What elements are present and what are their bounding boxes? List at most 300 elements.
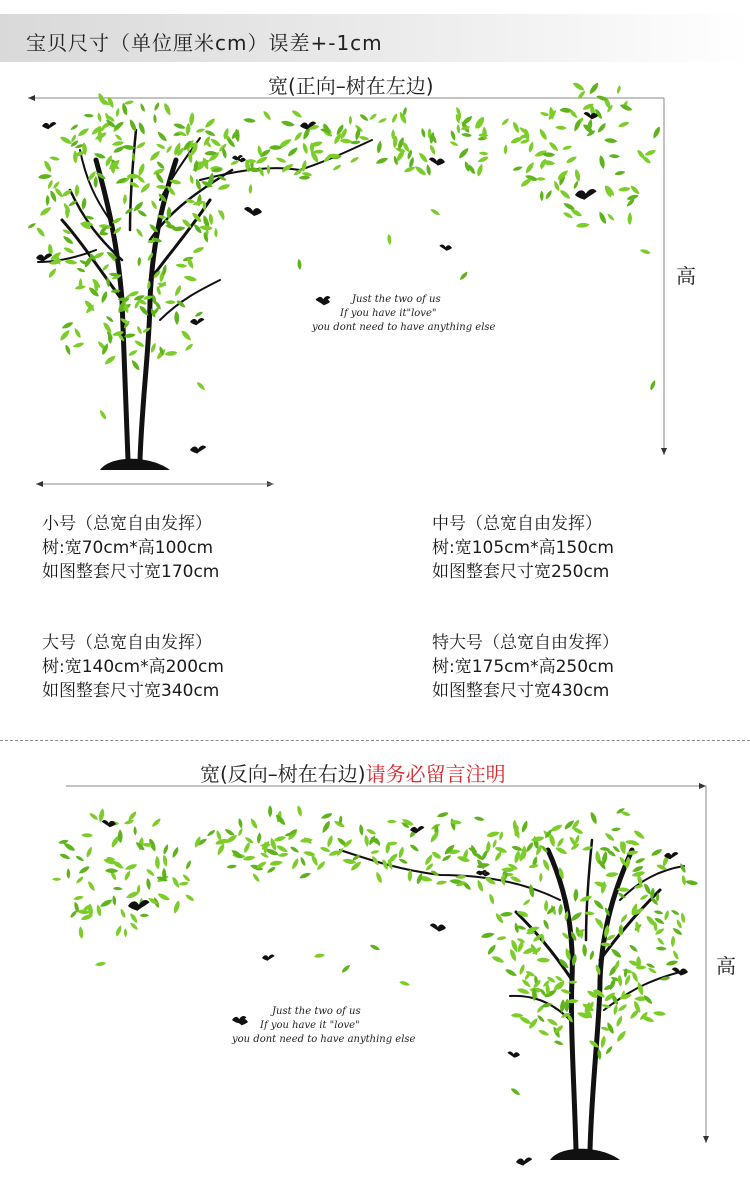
- leaf-shape: [375, 156, 389, 165]
- leaf-shape: [540, 191, 544, 201]
- leaf-shape: [39, 205, 53, 217]
- leaf-shape: [47, 179, 54, 189]
- leaf-shape: [155, 160, 165, 170]
- leaf-shape: [87, 880, 97, 892]
- leaf-shape: [536, 1014, 545, 1023]
- leaf-shape: [364, 835, 370, 848]
- leaf-shape: [155, 143, 166, 150]
- leaf-shape: [171, 846, 180, 859]
- size-name: 特大号（总宽自由发挥）: [432, 633, 619, 653]
- tree-reverse-ground: [550, 1149, 620, 1160]
- leaf-shape: [596, 122, 607, 134]
- leaf-shape: [644, 149, 657, 158]
- leaf-shape: [605, 871, 619, 878]
- leaf-shape: [540, 111, 550, 116]
- leaf-shape: [486, 830, 501, 838]
- leaf-shape: [81, 833, 93, 837]
- leaf-shape: [555, 846, 569, 856]
- leaf-shape: [349, 116, 352, 125]
- leaf-shape: [511, 845, 523, 852]
- leaf-shape: [165, 300, 176, 304]
- size-set: 如图整套尺寸宽170cm: [42, 562, 220, 582]
- leaf-shape: [180, 329, 193, 342]
- leaf-shape: [296, 805, 303, 817]
- bird-shape: [102, 820, 116, 827]
- leaf-shape: [600, 1035, 607, 1048]
- leaf-shape: [656, 937, 665, 946]
- leaf-shape: [538, 128, 549, 141]
- leaf-shape: [517, 987, 531, 995]
- leaf-shape: [186, 123, 191, 136]
- leaf-shape: [539, 873, 542, 882]
- leaf-shape: [105, 315, 114, 323]
- leaf-shape: [269, 860, 283, 867]
- leaf-shape: [477, 155, 489, 164]
- leaf-shape: [430, 208, 441, 217]
- height-label-reverse: 高: [716, 954, 736, 978]
- leaf-shape: [496, 936, 507, 941]
- leaf-shape: [399, 980, 411, 987]
- leaf-shape: [99, 898, 113, 909]
- leaf-shape: [521, 820, 529, 833]
- leaf-shape: [653, 1011, 666, 1016]
- height-label-forward: 高: [676, 264, 696, 288]
- leaf-shape: [387, 820, 397, 824]
- leaf-shape: [613, 1004, 618, 1015]
- leaf-shape: [504, 968, 518, 978]
- leaf-shape: [280, 120, 294, 128]
- leaf-shape: [291, 109, 303, 119]
- leaf-shape: [387, 852, 399, 865]
- leaf-shape: [536, 958, 550, 963]
- leaf-shape: [174, 284, 183, 297]
- leaf-shape: [184, 342, 194, 352]
- quote-reverse: [231, 1006, 416, 1045]
- leaf-shape: [214, 228, 218, 238]
- leaf-shape: [165, 144, 173, 153]
- leaf-shape: [565, 155, 577, 165]
- leaf-shape: [420, 128, 426, 139]
- leaf-shape: [605, 1045, 614, 1055]
- leaf-shape: [75, 184, 80, 197]
- leaf-shape: [136, 209, 147, 218]
- tree-forward-ground: [100, 459, 170, 470]
- leaf-shape: [604, 138, 618, 144]
- leaf-shape: [75, 855, 85, 862]
- leaf-shape: [652, 126, 662, 140]
- leaf-shape: [204, 117, 217, 129]
- leaf-shape: [504, 144, 508, 154]
- quote-line: If you have it "love": [260, 1020, 360, 1031]
- leaf-shape: [112, 895, 117, 906]
- leaf-shape: [606, 213, 615, 222]
- leaf-shape: [456, 124, 461, 134]
- leaf-shape: [62, 235, 74, 246]
- leaf-shape: [461, 114, 474, 126]
- leaf-shape: [650, 847, 663, 857]
- leaf-shape: [649, 379, 657, 391]
- leaf-shape: [579, 894, 593, 903]
- leaf-shape: [588, 81, 600, 95]
- size-tree: 树:宽105cm*高150cm: [432, 538, 614, 558]
- leaf-shape: [136, 175, 146, 185]
- leaf-shape: [27, 222, 37, 230]
- size-tree: 树:宽175cm*高250cm: [432, 657, 614, 677]
- leaf-shape: [243, 855, 256, 862]
- size-tree: 树:宽70cm*高100cm: [42, 538, 214, 558]
- leaf-shape: [113, 887, 123, 891]
- leaf-shape: [671, 936, 676, 948]
- leaf-shape: [425, 164, 431, 176]
- leaf-shape: [133, 339, 145, 348]
- leaf-shape: [151, 817, 162, 828]
- leaf-shape: [512, 165, 523, 172]
- leaf-shape: [559, 189, 572, 201]
- quote-line: you dont need to have anything else: [312, 322, 496, 333]
- bird-shape: [262, 954, 275, 960]
- leaf-shape: [461, 880, 472, 891]
- leaf-shape: [449, 130, 456, 142]
- leaf-shape: [326, 835, 334, 848]
- leaf-shape: [321, 820, 332, 834]
- leaf-shape: [249, 817, 259, 829]
- leaf-shape: [70, 123, 79, 131]
- leaf-shape: [95, 961, 107, 967]
- leaf-shape: [173, 900, 181, 914]
- leaf-shape: [615, 1029, 627, 1043]
- leaf-shape: [59, 853, 71, 861]
- leaf-shape: [639, 893, 649, 901]
- leaf-shape: [162, 854, 169, 867]
- leaf-shape: [541, 858, 551, 871]
- leaf-shape: [150, 199, 158, 210]
- leaf-shape: [589, 950, 595, 961]
- leaf-shape: [66, 868, 70, 879]
- size-name: 中号（总宽自由发挥）: [432, 514, 602, 534]
- leaf-shape: [195, 127, 205, 133]
- leaf-shape: [429, 830, 440, 844]
- leaf-shape: [488, 893, 496, 905]
- leaf-shape: [436, 880, 448, 886]
- leaf-shape: [139, 103, 146, 113]
- leaf-shape: [145, 868, 155, 877]
- leaf-shape: [123, 870, 131, 882]
- bird-shape: [507, 1051, 520, 1057]
- leaf-shape: [604, 832, 616, 842]
- size-set: 如图整套尺寸宽430cm: [432, 681, 610, 701]
- leaf-shape: [609, 154, 620, 158]
- leaf-shape: [574, 169, 582, 183]
- leaf-shape: [449, 140, 459, 147]
- leaf-shape: [196, 381, 207, 391]
- size-name: 大号（总宽自由发挥）: [42, 633, 212, 653]
- leaf-shape: [100, 290, 109, 304]
- leaf-shape: [314, 953, 325, 958]
- leaf-shape: [598, 155, 606, 170]
- leaf-shape: [115, 108, 119, 118]
- leaf-shape: [474, 816, 485, 822]
- leaf-shape: [124, 928, 128, 937]
- leaf-shape: [76, 267, 86, 273]
- leaf-shape: [617, 1003, 628, 1013]
- leaf-shape: [341, 964, 352, 974]
- leaf-shape: [398, 858, 408, 865]
- bird-shape: [516, 1157, 532, 1165]
- leaf-shape: [319, 846, 331, 853]
- leaf-shape: [617, 975, 623, 987]
- leaf-shape: [163, 102, 173, 116]
- leaf-shape: [635, 857, 646, 865]
- leaf-shape: [376, 140, 382, 153]
- leaf-shape: [251, 872, 260, 882]
- leaf-shape: [150, 342, 157, 353]
- leaf-shape: [573, 888, 578, 901]
- leaf-shape: [199, 225, 213, 231]
- leaf-shape: [135, 228, 144, 238]
- leaf-shape: [537, 1029, 549, 1037]
- leaf-shape: [59, 135, 73, 145]
- bird-shape: [128, 900, 150, 911]
- leaf-shape: [287, 146, 300, 158]
- leaf-shape: [459, 271, 469, 282]
- leaf-shape: [377, 117, 387, 124]
- leaf-shape: [398, 111, 408, 125]
- leaf-shape: [612, 845, 621, 853]
- leaf-shape: [61, 321, 74, 331]
- leaf-shape: [570, 910, 584, 922]
- leaf-shape: [73, 150, 78, 163]
- leaf-shape: [224, 828, 235, 837]
- leaf-shape: [589, 811, 599, 825]
- leaf-shape: [558, 904, 563, 916]
- leaf-shape: [73, 327, 82, 339]
- tree-forward: [38, 130, 372, 460]
- leaf-shape: [510, 1087, 521, 1096]
- leaf-shape: [398, 846, 405, 859]
- leaf-shape: [582, 944, 588, 957]
- leaf-shape: [627, 212, 632, 225]
- leaf-shape: [639, 248, 651, 255]
- leaf-shape: [499, 911, 512, 917]
- leaf-shape: [206, 829, 216, 838]
- leaf-shape: [536, 177, 546, 181]
- leaf-shape: [387, 234, 392, 245]
- leaf-shape: [275, 156, 287, 163]
- leaf-shape: [417, 151, 429, 163]
- leaf-shape: [481, 931, 496, 939]
- leaf-shape: [137, 163, 146, 177]
- leaf-shape: [260, 852, 270, 859]
- leaf-shape: [136, 325, 143, 335]
- leaf-shape: [128, 349, 139, 357]
- leaf-shape: [173, 122, 186, 130]
- leaf-shape: [123, 100, 134, 106]
- leaf-shape: [237, 827, 243, 837]
- leaf-shape: [528, 141, 535, 153]
- leaf-shape: [441, 854, 452, 863]
- bird-shape: [42, 122, 56, 129]
- leaf-shape: [476, 163, 484, 177]
- leaf-shape: [461, 133, 472, 138]
- leaf-shape: [409, 843, 420, 853]
- note-red: 请务必留言注明: [365, 762, 506, 786]
- leaf-shape: [366, 828, 377, 836]
- leaf-shape: [358, 135, 369, 141]
- leaf-shape: [597, 211, 608, 225]
- leaf-shape: [52, 180, 60, 189]
- leaf-shape: [633, 829, 646, 841]
- leaf-shape: [369, 943, 381, 951]
- bird-shape: [190, 318, 204, 325]
- leaf-shape: [46, 195, 50, 206]
- leaf-shape: [135, 141, 146, 150]
- leaf-shape: [75, 875, 84, 884]
- leaf-shape: [618, 186, 631, 192]
- leaf-shape: [518, 964, 525, 976]
- leaf-shape: [98, 409, 107, 420]
- leaf-shape: [647, 967, 657, 975]
- leaf-shape: [243, 118, 256, 124]
- leaf-shape: [185, 860, 192, 871]
- leaf-shape: [680, 912, 686, 924]
- leaf-shape: [391, 113, 398, 124]
- leaf-shape: [670, 909, 680, 916]
- leaf-shape: [84, 114, 94, 118]
- leaf-shape: [85, 846, 93, 858]
- leaf-shape: [140, 913, 150, 917]
- leaf-shape: [63, 246, 75, 254]
- leaf-shape: [544, 189, 553, 200]
- leaf-shape: [663, 910, 669, 921]
- leaf-shape: [248, 184, 252, 194]
- leaf-shape: [262, 110, 272, 121]
- leaf-shape: [217, 183, 231, 192]
- leaf-shape: [629, 1008, 640, 1020]
- bird-shape: [36, 253, 52, 261]
- leaf-shape: [88, 812, 99, 821]
- leaf-shape: [593, 899, 606, 911]
- bird-shape: [190, 445, 206, 453]
- bird-shape: [244, 207, 262, 216]
- leaf-shape: [139, 182, 151, 195]
- leaf-shape: [123, 194, 127, 205]
- leaf-shape: [546, 1017, 559, 1027]
- leaf-shape: [78, 865, 91, 876]
- leaf-shape: [374, 871, 383, 884]
- leaf-shape: [350, 140, 361, 145]
- leaf-shape: [672, 949, 680, 960]
- leaf-shape: [568, 109, 579, 120]
- leaf-shape: [137, 257, 141, 267]
- leaf-shape: [149, 149, 162, 162]
- leaf-shape: [359, 113, 370, 122]
- width-label-text: 宽(反向–树在右边): [200, 762, 366, 786]
- leaf-shape: [97, 112, 103, 122]
- leaf-shape: [215, 830, 222, 841]
- leaf-shape: [555, 125, 567, 130]
- leaf-shape: [617, 121, 629, 129]
- leaf-shape: [289, 846, 300, 854]
- leaf-shape: [77, 909, 90, 914]
- leaves-group: [27, 81, 698, 1096]
- leaf-shape: [299, 871, 312, 880]
- leaf-shape: [679, 862, 687, 873]
- leaf-shape: [562, 144, 573, 150]
- leaf-shape: [137, 121, 147, 135]
- leaf-shape: [293, 131, 303, 142]
- bird-shape: [439, 244, 452, 250]
- leaf-shape: [511, 1013, 523, 1017]
- leaf-shape: [194, 311, 203, 318]
- leaf-shape: [299, 856, 307, 867]
- leaf-shape: [64, 344, 72, 356]
- leaf-shape: [576, 222, 590, 228]
- leaf-shape: [611, 827, 621, 832]
- leaf-shape: [59, 328, 72, 342]
- leaf-shape: [257, 832, 262, 844]
- leaf-shape: [358, 824, 364, 836]
- leaf-shape: [685, 880, 698, 886]
- leaf-shape: [476, 879, 485, 892]
- width-label-forward: 宽(正向–树在左边): [268, 74, 434, 98]
- leaf-shape: [184, 893, 195, 902]
- leaf-shape: [130, 359, 141, 372]
- leaf-shape: [268, 805, 273, 817]
- leaf-shape: [562, 211, 573, 219]
- leaf-shape: [129, 922, 139, 931]
- leaf-shape: [162, 843, 169, 854]
- leaf-shape: [104, 354, 118, 366]
- leaf-shape: [544, 900, 548, 912]
- leaf-shape: [681, 875, 687, 886]
- size-name: 小号（总宽自由发挥）: [42, 514, 212, 534]
- leaf-shape: [145, 878, 151, 890]
- leaf-shape: [291, 857, 300, 870]
- leaf-shape: [486, 943, 497, 956]
- leaf-shape: [189, 112, 195, 126]
- leaf-shape: [72, 341, 85, 349]
- leaf-shape: [301, 142, 309, 155]
- leaf-shape: [183, 275, 197, 283]
- leaf-shape: [521, 978, 532, 988]
- leaf-shape: [524, 161, 535, 175]
- leaf-shape: [153, 114, 157, 124]
- quote-line: Just the two of us: [272, 1006, 361, 1017]
- leaf-shape: [277, 852, 288, 858]
- leaf-shape: [77, 126, 90, 137]
- bird-shape: [429, 157, 445, 165]
- leaf-shape: [655, 946, 666, 950]
- leaf-shape: [276, 844, 289, 854]
- leaf-shape: [174, 311, 180, 325]
- leaf-shape: [332, 163, 342, 171]
- leaf-shape: [619, 913, 628, 924]
- bird-shape: [575, 189, 597, 200]
- leaf-shape: [156, 892, 170, 902]
- leaf-shape: [171, 876, 181, 889]
- leaf-shape: [69, 909, 78, 919]
- leaf-shape: [49, 156, 60, 161]
- quote-forward: [311, 294, 496, 333]
- leaf-shape: [189, 174, 195, 184]
- leaf-shape: [614, 170, 625, 176]
- leaf-shape: [622, 968, 633, 974]
- leaf-shape: [105, 868, 118, 873]
- page-title: 宝贝尺寸（单位厘米cm）误差+-1cm: [26, 31, 383, 55]
- leaf-shape: [129, 912, 139, 924]
- leaf-shape: [368, 112, 377, 121]
- leaf-shape: [47, 267, 57, 279]
